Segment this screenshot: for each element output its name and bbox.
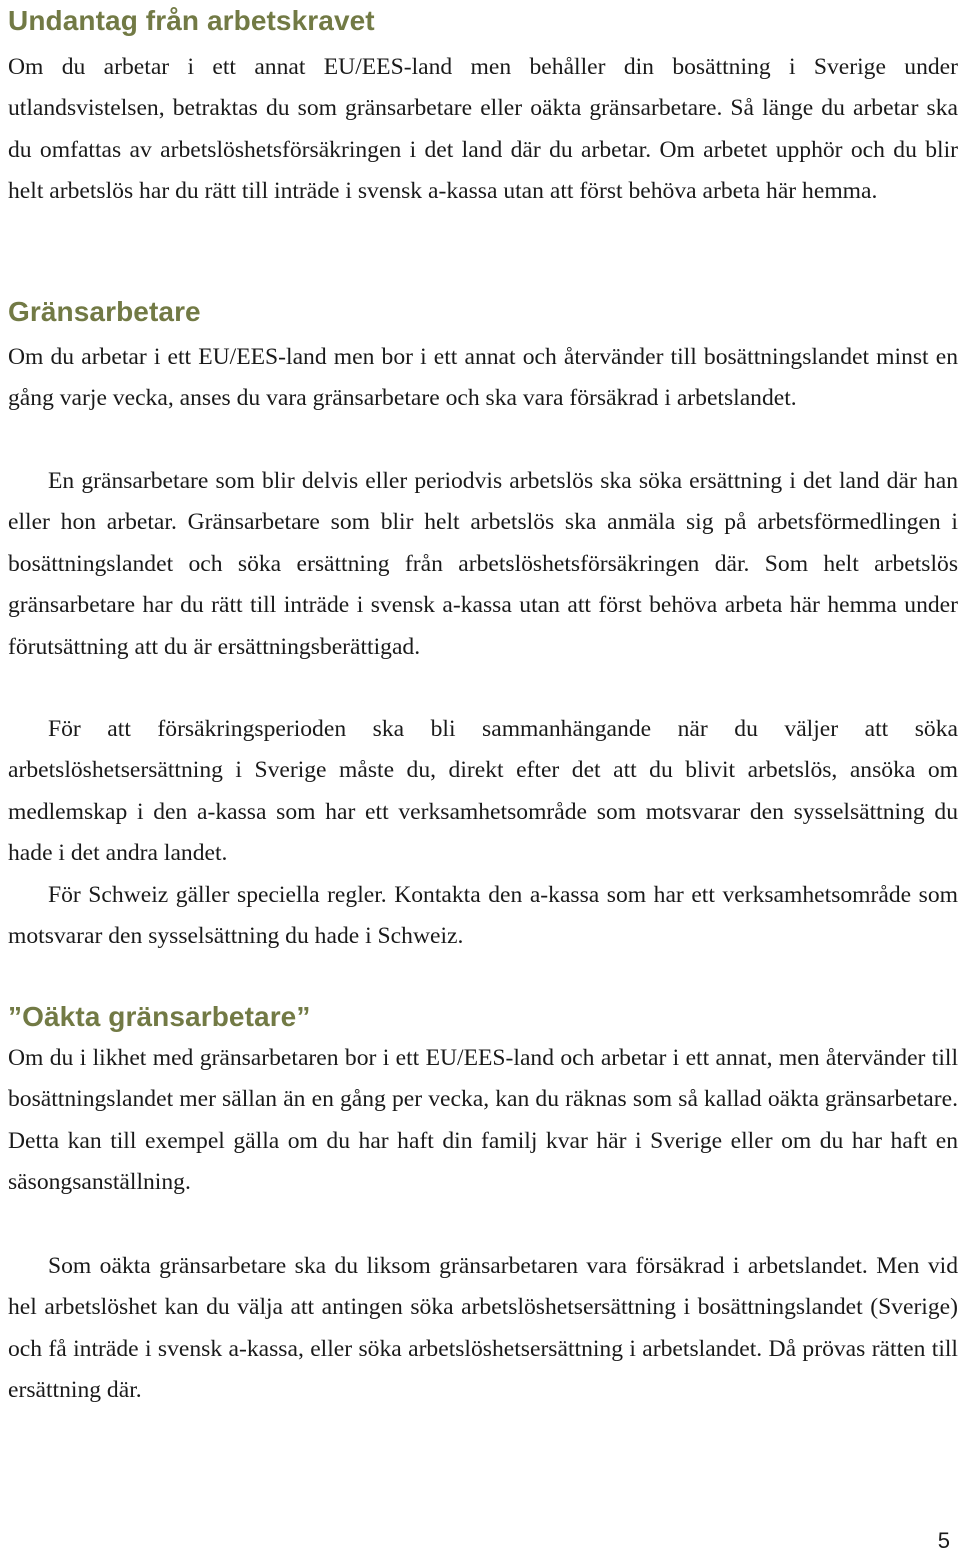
paragraph: En gränsarbetare som blir delvis eller periodvis arbetslös ska söka ersättning i det land där han eller hon arbetar. Gränsarbetare som blir helt arbetslös ska anmäla sig på arbetsförmedlingen i bosättningslandet och söka ersättning från arbetslöshetsförsäkringen där. Som helt arbetslös gränsarbetare har du rätt till inträde i svensk a-kassa utan att först behöva arbeta här hemma under förutsättning att du är ersättningsberättigad. xyxy=(8,468,958,660)
paragraph: Om du arbetar i ett EU/EES-land men bor i ett annat och återvänder till bosättningslandet minst en gång varje vecka, anses du vara gränsarbetare och ska vara försäkrad i arbetslandet. xyxy=(8,344,958,412)
paragraph: Som oäkta gränsarbetare ska du liksom gränsarbetaren vara försäkrad i arbetslandet. Men vid hel arbetslöshet kan du välja att antingen söka arbetslöshetsersättning i bosättningslandet (Sverige) och få inträde i svensk a-kassa, eller söka arbetslöshetsersättning i arbetslandet. Då prövas rätten till ersättning där. xyxy=(8,1253,958,1404)
paragraph: Om du arbetar i ett annat EU/EES-land men behåller din bosättning i Sverige under utlandsvistelsen, betraktas du som gränsarbetare eller oäkta gränsarbetare. Så länge du arbetar ska du omfattas av arbetslöshetsförsäkringen i det land där du arbetar. Om arbetet upphör och du blir helt arbetslös har du rätt till inträde i svensk a-kassa utan att först behöva arbeta här hemma. xyxy=(8,54,958,205)
paragraph: För Schweiz gäller speciella regler. Kontakta den a-kassa som har ett verksamhetsområde som motsvarar den sysselsättning du hade i Schweiz. xyxy=(8,882,958,950)
section-heading-undantag: Undantag från arbetskravet xyxy=(8,5,375,36)
page-number: 5 xyxy=(937,1528,950,1553)
paragraph: För att försäkringsperioden ska bli sammanhängande när du väljer att söka arbetslöshetsersättning i Sverige måste du, direkt efter det att du blivit arbetslös, ansöka om medlemskap i den a-kassa som har ett verksamhetsområde som motsvarar den sysselsättning du hade i det andra landet. xyxy=(8,716,958,867)
section-heading-oakta-gransarbetare: ”Oäkta gränsarbetare” xyxy=(8,1001,311,1032)
section-heading-gransarbetare: Gränsarbetare xyxy=(8,296,201,327)
paragraph: Om du i likhet med gränsarbetaren bor i ett EU/EES-land och arbetar i ett annat, men återvänder till bosättningslandet mer sällan än en gång per vecka, kan du räknas som så kallad oäkta gränsarbetare. Detta kan till exempel gälla om du har haft din familj kvar här i Sverige eller om du har haft en säsongsanställning. xyxy=(8,1045,958,1196)
